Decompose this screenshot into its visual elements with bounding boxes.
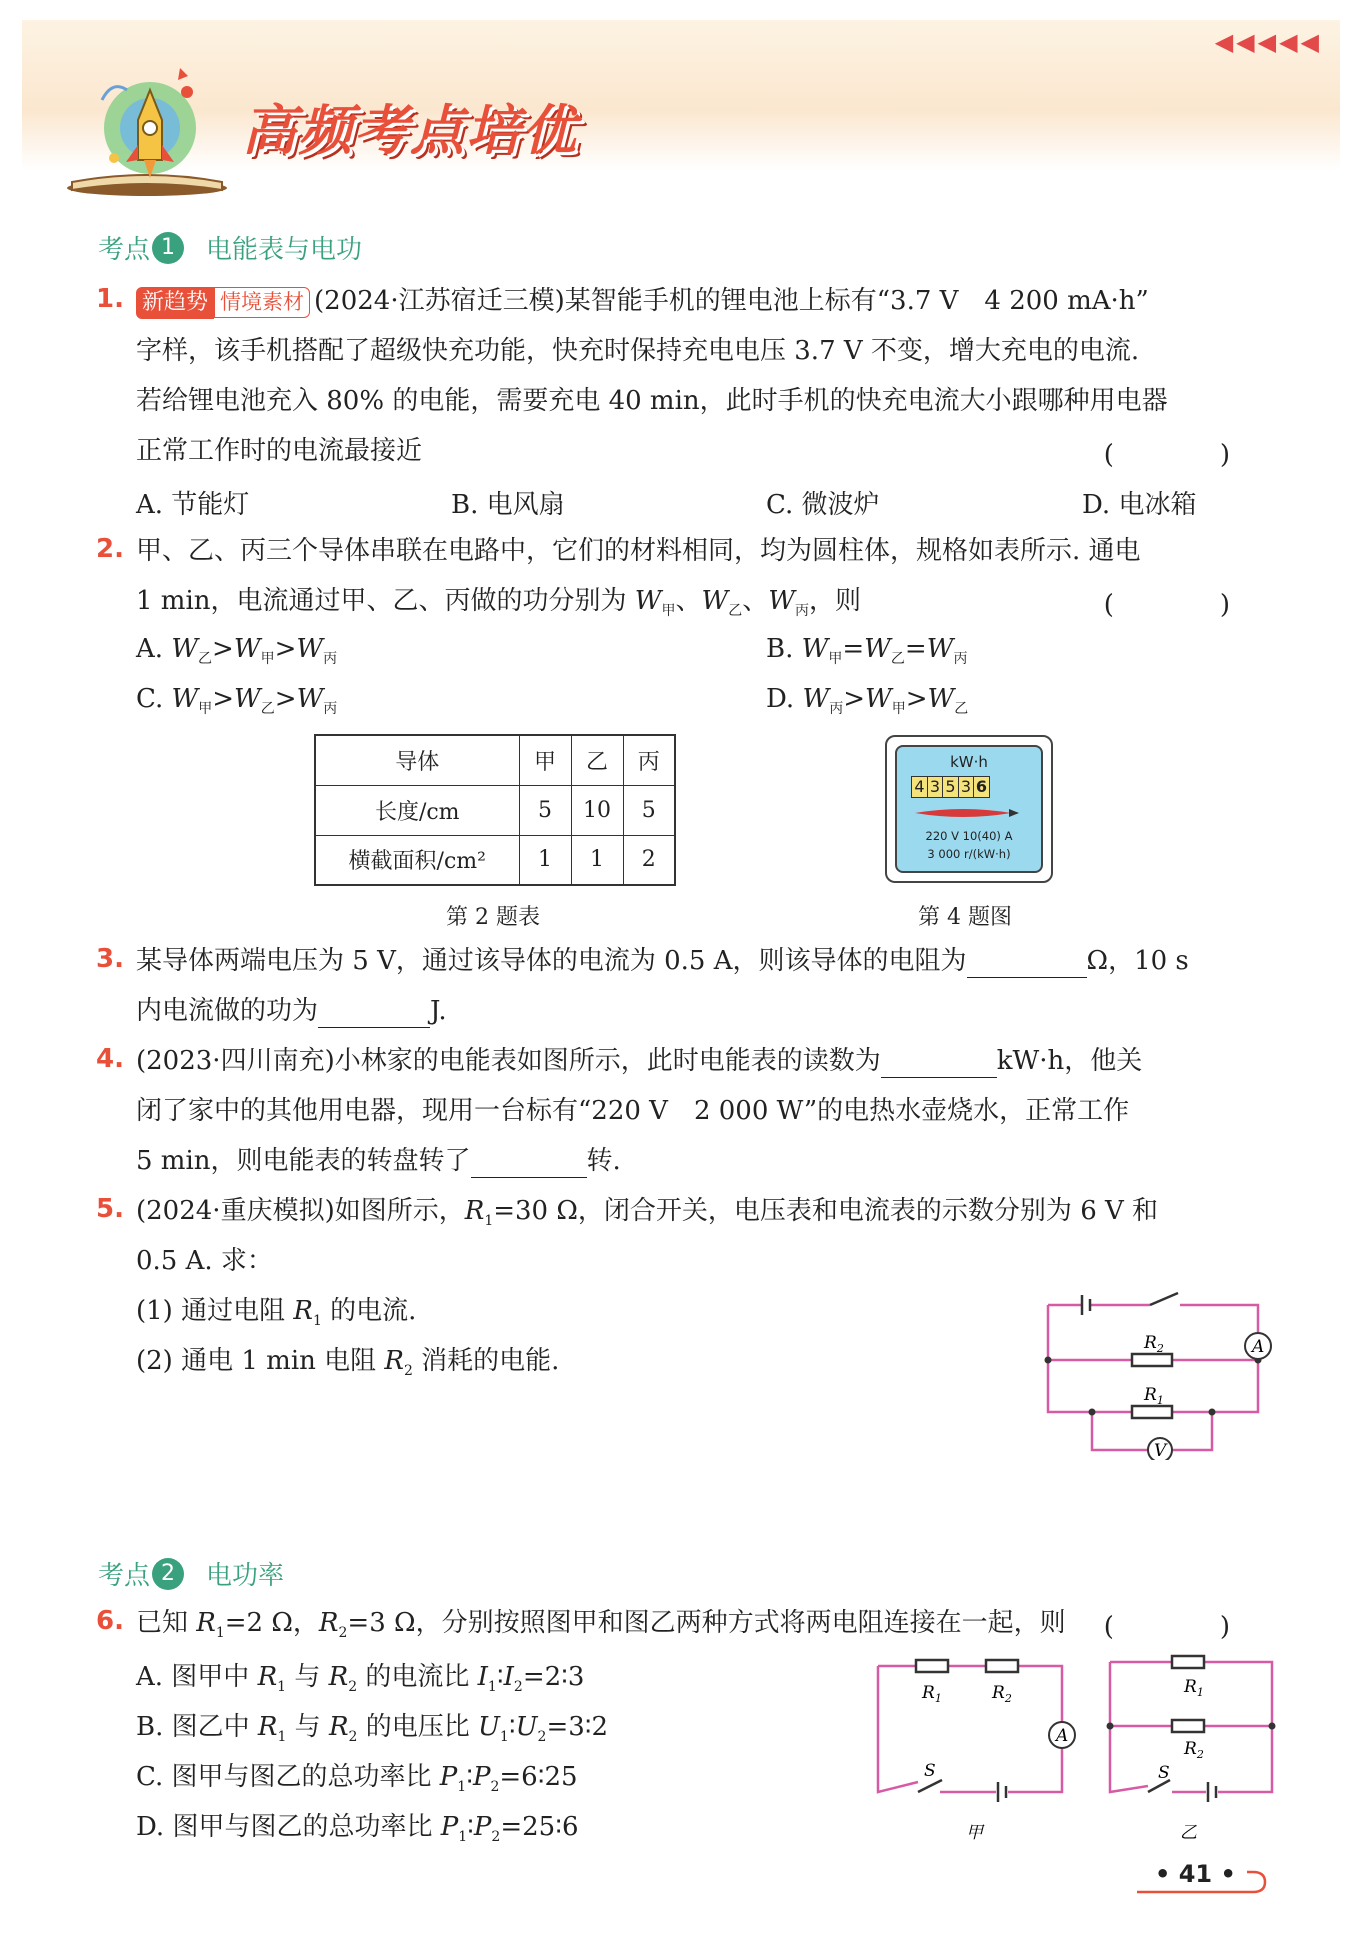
q5-line-1: (2024·重庆模拟)如图所示，$R_1=30$ Ω，闭合开关，电压表和电流表的示数分别为 6 V 和 — [136, 1196, 1159, 1230]
q6-option-a: A. 图甲中 $R_1$ 与 $R_2$ 的电流比 $I_1∶I_2=2∶3$ — [136, 1662, 585, 1696]
voltmeter-label: V — [1154, 1441, 1167, 1460]
q3-line-2: 内电流做的功为 J. — [136, 996, 447, 1026]
q2-option-c: C. $W_甲>W_乙>W_丙$ — [136, 684, 338, 718]
table-row — [315, 785, 675, 835]
conductor-table — [314, 734, 676, 886]
q1-number: 1. — [96, 284, 124, 314]
meter-face — [895, 745, 1043, 873]
q2-option-a: A. $W_乙>W_甲>W_丙$ — [136, 634, 338, 668]
q1-line-1: 新趋势 情境素材 (2024·江苏宿迁三模)某智能手机的锂电池上标有“3.7 V 4 200 mA·h” — [136, 284, 1149, 319]
q5-line-2: 0.5 A. 求： — [136, 1246, 273, 1276]
banner-title: 高频考点培优 — [242, 99, 578, 162]
table-cell: 5 — [623, 785, 675, 835]
yi-switch-label: S — [1158, 1763, 1170, 1783]
section-1-heading: 考点 1 电能表与电功 — [98, 229, 362, 266]
q2-line-2: 1 min，电流通过甲、乙、丙做的功分别为 $W_甲$、$W_乙$、$W_丙$，则 — [136, 586, 862, 620]
meter-digit: 4 — [911, 776, 928, 798]
q1-line-3: 若给锂电池充入 80% 的电能，需要充电 40 min，此时手机的快充电流大小跟哪种用电器 — [136, 386, 1168, 416]
table-header-cell: 甲 — [519, 735, 571, 785]
jia-ammeter-label: A — [1056, 1726, 1069, 1746]
table-header-cell: 导体 — [315, 735, 519, 785]
table-cell: 2 — [623, 835, 675, 885]
meter-digit: 5 — [942, 776, 959, 798]
banner-arrows: ◀◀◀◀◀ — [1214, 28, 1322, 56]
q6-answer-paren: ( ) — [1103, 1612, 1270, 1642]
section-2-number: 2 — [152, 1558, 184, 1590]
meter-unit: kW·h — [950, 753, 988, 771]
yi-r2-label: $R_2$ — [1184, 1739, 1204, 1761]
section-2-heading: 考点 2 电功率 — [98, 1555, 284, 1592]
meter-dial-arrow-icon — [913, 807, 1021, 819]
q1-option-d: D. 电冰箱 — [1082, 490, 1197, 520]
table-cell: 10 — [571, 785, 623, 835]
q6-number: 6. — [96, 1606, 124, 1636]
table-cell: 长度/cm — [315, 785, 519, 835]
meter-spec-rating: 220 V 10(40) A — [925, 829, 1013, 843]
q3-line-1: 某导体两端电压为 5 V，通过该导体的电流为 0.5 A，则该导体的电阻为 Ω，10 s — [136, 946, 1189, 976]
table-cell: 横截面积/cm² — [315, 835, 519, 885]
section-1-number: 1 — [152, 232, 184, 264]
header-banner — [22, 20, 1340, 200]
q2-option-b: B. $W_甲=W_乙=W_丙$ — [766, 634, 968, 668]
q1-line-2: 字样，该手机搭配了超级快充功能，快充时保持充电电压 3.7 V 不变，增大充电的电流. — [136, 336, 1140, 366]
q1-line-4: 正常工作时的电流最接近 — [136, 436, 423, 466]
meter-digits — [911, 776, 989, 798]
meter-caption: 第 4 题图 — [918, 905, 1012, 930]
q3-blank-resistance — [967, 948, 1087, 978]
ammeter-label: A — [1252, 1337, 1265, 1357]
q1-answer-paren: ( ) — [1103, 440, 1270, 470]
yi-r1-label: $R_1$ — [1184, 1677, 1204, 1699]
table-header-cell: 乙 — [571, 735, 623, 785]
q6-circuit-yi — [1102, 1650, 1282, 1845]
jia-r2-label: $R_2$ — [992, 1683, 1012, 1705]
q6-option-b: B. 图乙中 $R_1$ 与 $R_2$ 的电压比 $U_1∶U_2=3∶2$ — [136, 1712, 609, 1746]
q5-sub-question-2: (2) 通电 1 min 电阻 $R_2$ 消耗的电能. — [136, 1346, 560, 1380]
jia-caption: 甲 — [966, 1823, 983, 1843]
table-cell: 5 — [519, 785, 571, 835]
trend-tag: 新趋势 — [136, 287, 214, 319]
q5-sub-question-1: (1) 通过电阻 $R_1$ 的电流. — [136, 1296, 417, 1330]
table-header-row — [315, 735, 675, 785]
q2-option-d: D. $W_丙>W_甲>W_乙$ — [766, 684, 969, 718]
context-tag: 情境素材 — [214, 287, 310, 318]
energy-meter — [885, 735, 1053, 883]
q5-number: 5. — [96, 1194, 124, 1224]
q4-line-1: (2023·四川南充)小林家的电能表如图所示，此时电能表的读数为 kW·h，他关 — [136, 1046, 1143, 1076]
q1-option-a: A. 节能灯 — [136, 490, 250, 520]
r1-label: $R_1$ — [1144, 1385, 1164, 1407]
table-row — [315, 835, 675, 885]
q4-blank-reading — [881, 1048, 997, 1078]
yi-caption: 乙 — [1180, 1823, 1197, 1843]
q6-option-c: C. 图甲与图乙的总功率比 $P_1∶P_2=6∶25$ — [136, 1762, 578, 1796]
q2-answer-paren: ( ) — [1103, 590, 1270, 620]
meter-digit: 3 — [927, 776, 944, 798]
q1-option-b: B. 电风扇 — [451, 490, 565, 520]
q3-blank-work — [318, 998, 430, 1028]
q4-line-2: 闭了家中的其他用电器，现用一台标有“220 V 2 000 W”的电热水壶烧水，正常工作 — [136, 1096, 1130, 1126]
section-1-title: 电能表与电功 — [206, 235, 363, 265]
q2-number: 2. — [96, 534, 124, 564]
meter-digit-decimal: 6 — [973, 776, 990, 798]
table-cell: 1 — [571, 835, 623, 885]
meter-digit: 3 — [958, 776, 975, 798]
q6-line-1: 已知 $R_1=2$ Ω，$R_2=3$ Ω，分别按照图甲和图乙两种方式将两电阻连接在一起，则 — [136, 1608, 1066, 1642]
q6-option-d: D. 图甲与图乙的总功率比 $P_1∶P_2=25∶6$ — [136, 1812, 579, 1846]
table-cell: 1 — [519, 835, 571, 885]
q4-number: 4. — [96, 1044, 124, 1074]
q4-line-3: 5 min，则电能表的转盘转了 转. — [136, 1146, 621, 1176]
r2-label: $R_2$ — [1144, 1333, 1164, 1355]
page-number-underline — [1135, 1866, 1270, 1896]
page-number: • 41 • — [1155, 1860, 1236, 1888]
meter-spec-revolutions: 3 000 r/(kW·h) — [927, 847, 1011, 861]
jia-switch-label: S — [924, 1761, 936, 1781]
q2-line-1: 甲、乙、丙三个导体串联在电路中，它们的材料相同，均为圆柱体，规格如表所示. 通电 — [136, 536, 1141, 566]
q5-circuit-diagram — [1040, 1280, 1280, 1460]
jia-r1-label: $R_1$ — [922, 1683, 942, 1705]
table-header-cell: 丙 — [623, 735, 675, 785]
q4-blank-turns — [471, 1148, 587, 1178]
table-caption: 第 2 题表 — [446, 905, 540, 930]
section-2-title: 电功率 — [206, 1561, 285, 1591]
q1-option-c: C. 微波炉 — [766, 490, 880, 520]
q6-circuit-jia — [870, 1650, 1080, 1845]
q3-number: 3. — [96, 944, 124, 974]
rocket-book-illustration — [62, 50, 232, 200]
